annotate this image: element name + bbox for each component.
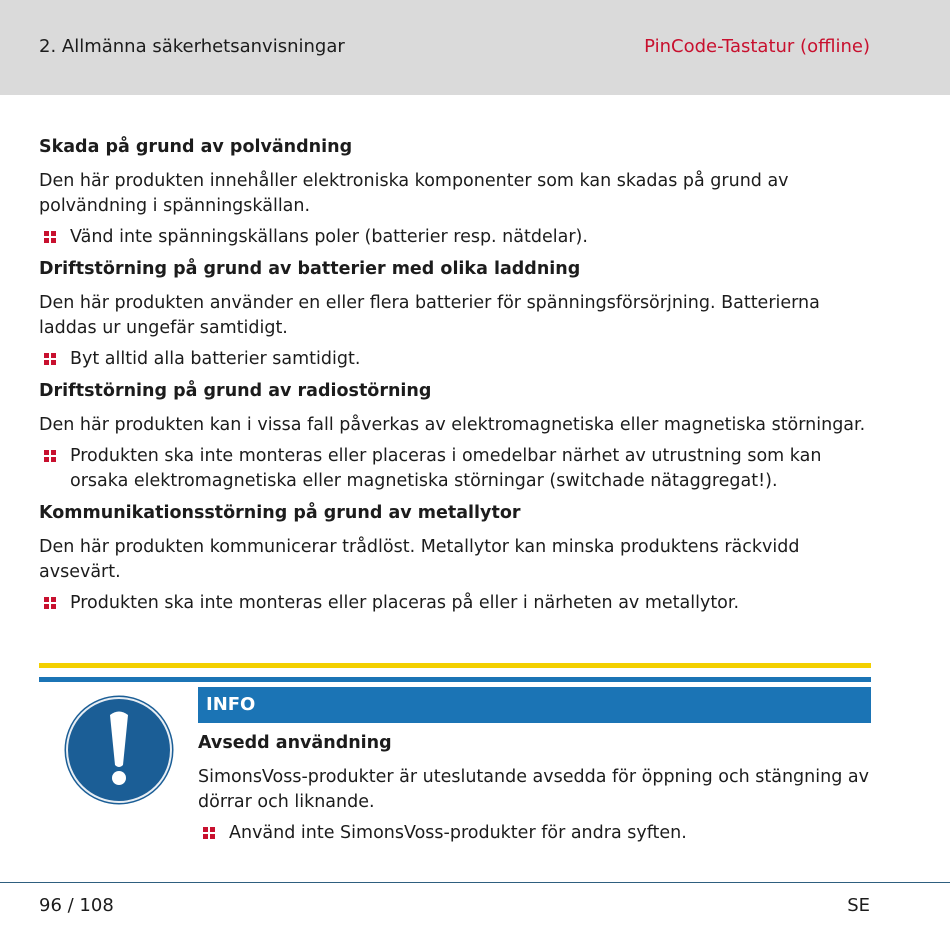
section-polarity [39, 135, 871, 250]
bullet-item [39, 225, 871, 250]
bullet-icon [44, 450, 57, 463]
bullet-icon [44, 231, 57, 244]
page-number: 96 / 108 [39, 895, 114, 916]
bullet-item [39, 591, 871, 616]
info-text: SimonsVoss-produkter är uteslutande avsedda för öppning och stängning av dörrar och liknande. [198, 767, 869, 812]
section-text: Den här produkten kan i vissa fall påverkas av elektromagnetiska eller magnetiska störningar. [39, 415, 866, 435]
section-heading: Kommunikationsstörning på grund av metallytor [39, 503, 521, 523]
bullet-text: Byt alltid alla batterier samtidigt. [70, 349, 361, 369]
info-label: INFO [198, 687, 871, 723]
bullet-text: Produkten ska inte monteras eller placeras i omedelbar närhet av utrustning som kan orsaka elektromagnetiska eller magnetiska störningar (switchade nätaggregat!). [70, 446, 822, 491]
section-text: Den här produkten använder en eller flera batterier för spänningsförsörjning. Batterierna laddas ur ungefär samtidigt. [39, 293, 820, 338]
section-text: Den här produkten kommunicerar trådlöst. Metallytor kan minska produktens räckvidd avsevärt. [39, 537, 800, 582]
section-heading: Skada på grund av polvändning [39, 137, 353, 157]
exclamation-icon [62, 693, 176, 807]
main-content [39, 135, 871, 623]
bullet-text: Använd inte SimonsVoss-produkter för andra syften. [229, 823, 687, 843]
page-header [0, 0, 950, 95]
bullet-text: Produkten ska inte monteras eller placeras på eller i närheten av metallytor. [70, 593, 740, 613]
bullet-icon [44, 597, 57, 610]
section-metal-surfaces [39, 501, 871, 616]
section-heading: Driftstörning på grund av batterier med olika laddning [39, 259, 581, 279]
bullet-icon [203, 827, 216, 840]
section-heading: Driftstörning på grund av radiostörning [39, 381, 432, 401]
blue-divider [39, 677, 871, 682]
footer-divider [0, 882, 950, 883]
section-batteries [39, 257, 871, 372]
bullet-item [39, 347, 871, 372]
yellow-divider [39, 663, 871, 668]
bullet-item [198, 821, 871, 846]
header-product-name: PinCode-Tastatur (offline) [644, 36, 870, 57]
header-section-title: 2. Allmänna säkerhetsanvisningar [39, 36, 345, 57]
info-heading: Avsedd användning [198, 733, 392, 753]
section-radio-interference [39, 379, 871, 494]
bullet-text: Vänd inte spänningskällans poler (batterier resp. nätdelar). [70, 227, 588, 247]
bullet-item [39, 444, 871, 494]
info-box [198, 731, 871, 853]
bullet-icon [44, 353, 57, 366]
language-code: SE [847, 895, 870, 916]
section-text: Den här produkten innehåller elektroniska komponenter som kan skadas på grund av polvändning i spänningskällan. [39, 171, 789, 216]
